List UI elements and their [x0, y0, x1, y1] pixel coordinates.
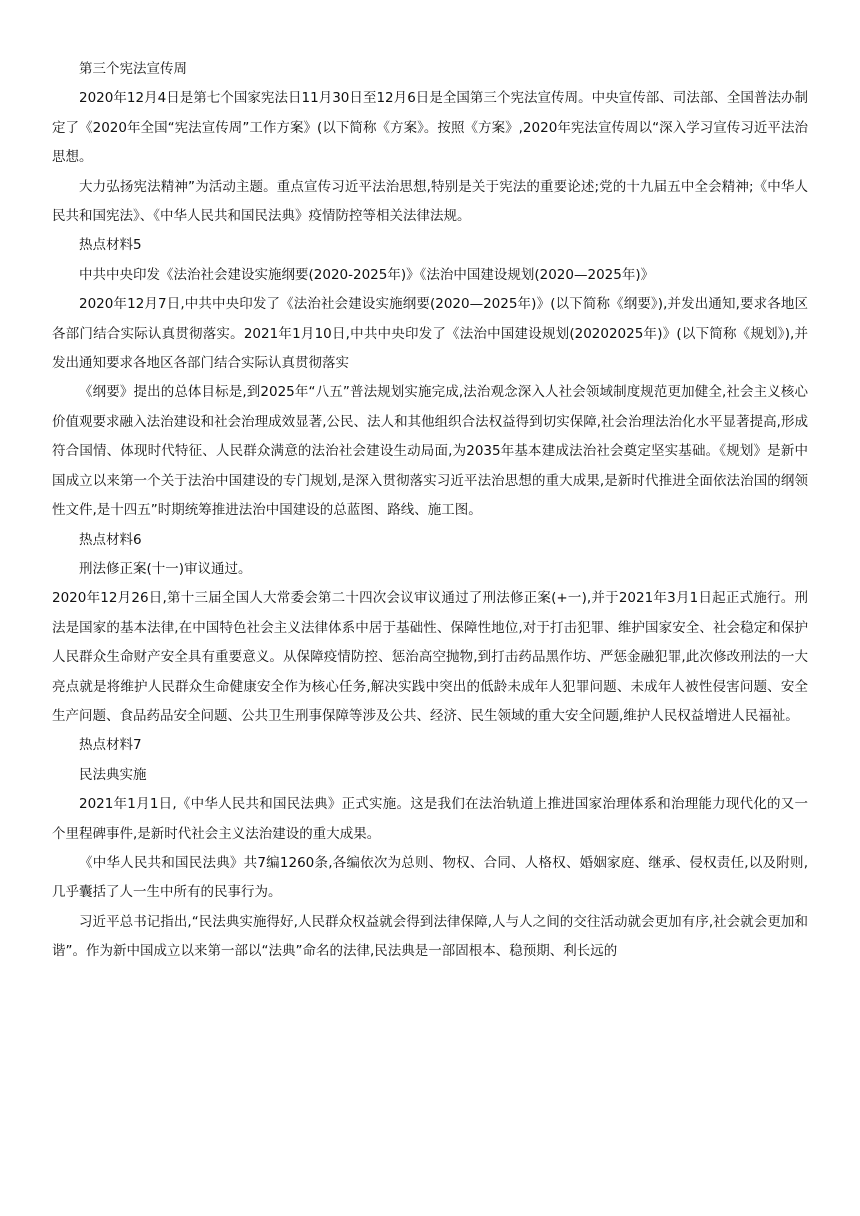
paragraph-civil-code-3: 习近平总书记指出,“民法典实施得好,人民群众权益就会得到法律保障,人与人之间的交往活动就会更加有序,社会就会更加和谐”。作为新中国成立以来第一部以“法典”命名的法律,民法典是一部固根本、稳预期、利长远的	[52, 913, 808, 960]
paragraph-constitution-week-1: 2020年12月4日是第七个国家宪法日11月30日至12月6日是全国第三个宪法宣传周。中央宣传部、司法部、全国普法办制定了《2020年全国“宪法宣传周”工作方案》(以下简称《方案》。按照《方案》,2020年宪法宣传周以“深入学习宣传习近平法治思想。	[52, 90, 808, 166]
section-title-civil-code: 民法典实施	[79, 766, 147, 783]
paragraph-criminal-law-amendment: 2020年12月26日,第十三届全国人大常委会第二十四次会议审议通过了刑法修正案(+一),并于2021年3月1日起正式施行。刑法是国家的基本法律,在中国特色社会主义法律体系中居于基础性、保障性地位,对于打击犯罪、维护国家安全、社会稳定和保护人民群众生命财产安全具有重要意义。从保障疫情防控、惩治高空抛物,到打击药品黑作坊、严惩金融犯罪,此次修改刑法的一大亮点就是将维护人民群众生命健康安全作为核心任务,解决实践中突出的低龄未成年人犯罪问题、未成年人被性侵害问题、安全生产问题、食品药品安全问题、公共卫生刑事保障等涉及公共、经济、民生领域的重大安全问题,维护人民权益增进人民福祉。	[52, 590, 808, 724]
section-label-hot-material-5: 热点材料5	[79, 237, 142, 254]
section-title-criminal-law-amendment: 刑法修正案(十一)审议通过。	[79, 560, 252, 577]
paragraph-rule-of-law-plans-1: 2020年12月7日,中共中央印发了《法治社会建设实施纲要(2020—2025年)》(以下简称《纲要》),并发出通知,要求各地区各部门结合实际认真贯彻落实。2021年1月10日,中共中央印发了《法治中国建设规划(20202025年)》(以下简称《规划》),并发出通知要求各地区各部门结合实际认真贯彻落实	[52, 296, 808, 372]
paragraph-civil-code-2: 《中华人民共和国民法典》共7编1260条,各编依次为总则、物权、合同、人格权、婚姻家庭、继承、侵权责任,以及附则,几乎囊括了人一生中所有的民事行为。	[52, 854, 808, 901]
section-label-hot-material-7: 热点材料7	[79, 737, 142, 754]
paragraph-civil-code-1: 2021年1月1日,《中华人民共和国民法典》正式实施。这是我们在法治轨道上推进国家治理体系和治理能力现代化的又一个里程碑事件,是新时代社会主义法治建设的重大成果。	[52, 796, 808, 842]
section-label-hot-material-6: 热点材料6	[79, 531, 142, 548]
paragraph-constitution-week-2: 大力弘扬宪法精神”为活动主题。重点宣传习近平法治思想,特别是关于宪法的重要论述;党的十九届五中全会精神;《中华人民共和国宪法》、《中华人民共和国民法典》疫情防控等相关法律法规。	[52, 178, 808, 225]
section-title-constitution-week: 第三个宪法宣传周	[79, 61, 187, 77]
paragraph-rule-of-law-plans-2: 《纲要》提出的总体目标是,到2025年“八五”普法规划实施完成,法治观念深入人社会领域制度规范更加健全,社会主义核心价值观要求融入法治建设和社会治理成效显著,公民、法人和其他组织合法权益得到切实保障,社会治理法治化水平显著提高,形成符合国情、体现时代特征、人民群众满意的法治社会建设生动局面,为2035年基本建成法治社会奠定坚实基础。《规划》是新中国成立以来第一个关于法治中国建设的专门规划,是深入贯彻落实习近平法治思想的重大成果,是新时代推进全面依法治国的纲领性文件,是十四五”时期统筹推进法治中国建设的总蓝图、路线、施工图。	[52, 384, 808, 519]
section-title-rule-of-law-plans: 中共中央印发《法治社会建设实施纲要(2020-2025年)》《法治中国建设规划(2020—2025年)》	[79, 266, 655, 283]
